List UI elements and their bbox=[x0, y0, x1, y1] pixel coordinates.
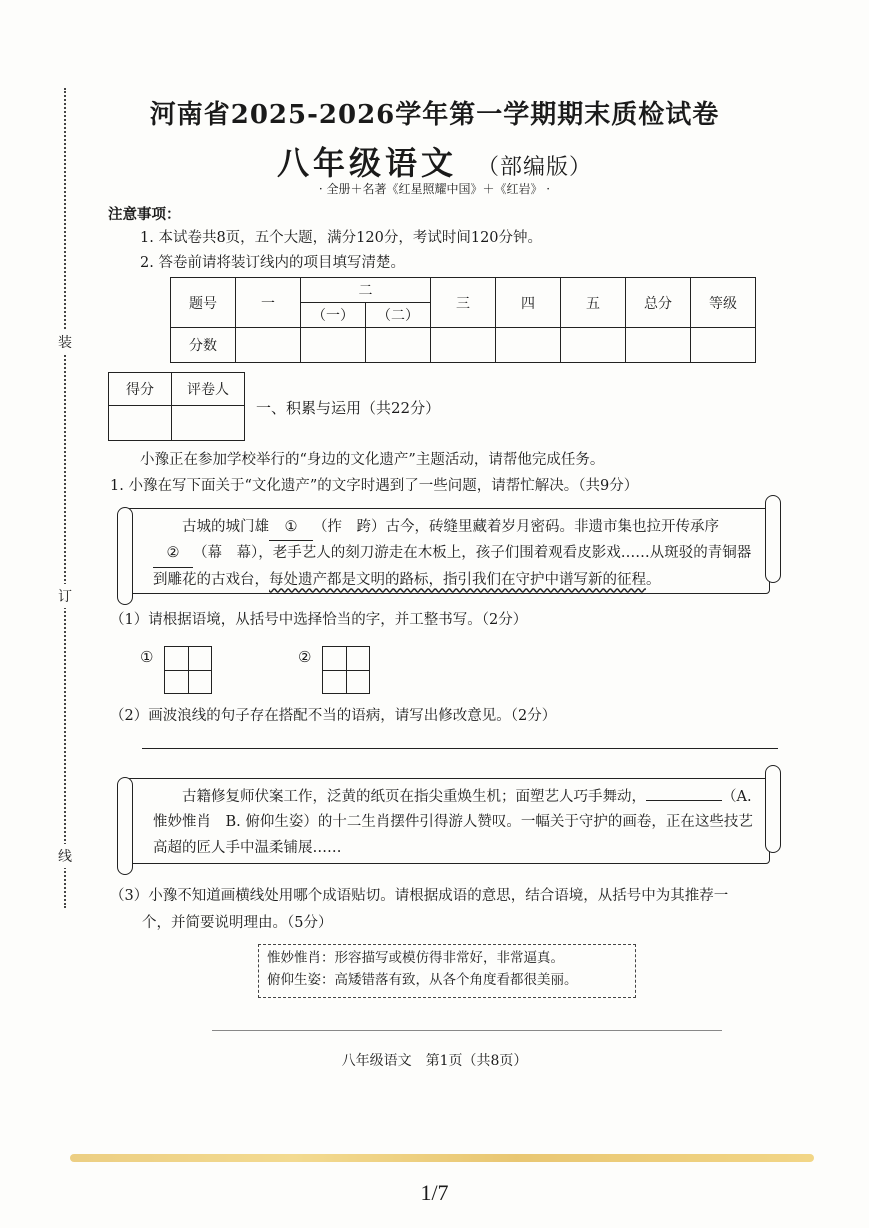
header-q4: 四 bbox=[496, 278, 561, 328]
score-cell[interactable] bbox=[236, 328, 301, 363]
answer-line[interactable] bbox=[142, 748, 778, 749]
score-table bbox=[170, 277, 756, 363]
idiom-definition-1: 惟妙惟肖：形容描写或模仿得非常好，非常逼真。 bbox=[267, 950, 564, 966]
passage2-text-b: （A. 惟妙惟肖 B. 俯仰生姿）的十二生肖摆件引得游人赞叹。一幅关于守护的画卷，正在这些技艺高超的匠人手中温柔铺展…… bbox=[153, 789, 753, 856]
passage1-text-c: ，老手艺人的刻刀游走在木板上，孩子们围着观看皮影戏……从斑驳的青铜器到雕花的古戏台， bbox=[153, 545, 752, 588]
grader-reviewer-label: 评卷人 bbox=[172, 373, 245, 406]
page-number: 1/7 bbox=[420, 1180, 449, 1205]
page-footer: 八年级语文 第1页（共8页） bbox=[341, 1053, 528, 1069]
section1-intro: 小豫正在参加学校举行的“身边的文化遗产”主题活动，请帮他完成任务。 bbox=[140, 452, 605, 468]
passage1-end: 。 bbox=[646, 571, 661, 588]
header-q3: 三 bbox=[431, 278, 496, 328]
header-q2-part2: （二） bbox=[366, 303, 431, 328]
grader-reviewer-cell[interactable] bbox=[172, 406, 245, 441]
header-q2-part1: （一） bbox=[301, 303, 366, 328]
note-1: 1. 本试卷共8页，五个大题，满分120分，考试时间120分钟。 bbox=[140, 230, 543, 246]
question-1-1: （1）请根据语境，从括号中选择恰当的字，并工整书写。（2分） bbox=[110, 612, 528, 628]
edition-label: （部编版） bbox=[477, 155, 593, 180]
question-1-3-line1: （3）小豫不知道画横线处用哪个成语贴切。请根据成语的意思，结合语境，从括号中为其推荐一 bbox=[110, 888, 729, 904]
tianzige-box-1[interactable] bbox=[164, 646, 212, 694]
wavy-sentence: 每处遗产都是文明的路标，指引我们在守护中谱写新的征程 bbox=[269, 571, 646, 588]
subject-name: 八年级语文 bbox=[276, 144, 457, 182]
idiom-blank[interactable] bbox=[646, 800, 722, 801]
header-q5: 五 bbox=[561, 278, 626, 328]
passage2-text-a: 古籍修复师伏案工作，泛黄的纸页在指尖重焕生机；面塑艺人巧手舞动， bbox=[182, 789, 646, 805]
score-cell[interactable] bbox=[691, 328, 756, 363]
binding-label-ding: 订 bbox=[58, 584, 72, 608]
idiom-definition-box bbox=[258, 944, 636, 998]
score-cell[interactable] bbox=[626, 328, 691, 363]
note-2: 2. 答卷前请将装订线内的项目填写清楚。 bbox=[140, 255, 405, 271]
header-grade: 等级 bbox=[691, 278, 756, 328]
grader-score-label: 得分 bbox=[109, 373, 172, 406]
header-total: 总分 bbox=[626, 278, 691, 328]
row-label-score: 分数 bbox=[171, 328, 236, 363]
blank-2[interactable]: ② bbox=[153, 541, 193, 567]
header-q1: 一 bbox=[236, 278, 301, 328]
idiom-definition-2: 俯仰生姿：高矮错落有致，从各个角度看都很美丽。 bbox=[267, 972, 578, 989]
score-cell[interactable] bbox=[496, 328, 561, 363]
score-cell[interactable] bbox=[366, 328, 431, 363]
binding-dotted-line bbox=[64, 88, 66, 908]
binding-label-zhuang: 装 bbox=[58, 330, 72, 354]
passage-scroll-2 bbox=[126, 778, 770, 864]
answer-marker-1: ① bbox=[140, 648, 154, 666]
binding-label-xian: 线 bbox=[58, 844, 72, 868]
header-tihao: 题号 bbox=[171, 278, 236, 328]
footer-divider bbox=[212, 1030, 722, 1031]
passage-scroll-1 bbox=[126, 508, 770, 594]
question-1-2: （2）画波浪线的句子存在搭配不当的语病，请写出修改意见。（2分） bbox=[110, 708, 557, 724]
choice-1: （拃 跨） bbox=[313, 519, 386, 535]
passage-2 bbox=[127, 779, 769, 867]
section1-title: 一、积累与运用（共22分） bbox=[256, 399, 441, 417]
passage-1 bbox=[127, 509, 769, 599]
notes-heading: 注意事项： bbox=[108, 206, 181, 223]
score-cell[interactable] bbox=[301, 328, 366, 363]
tianzige-box-2[interactable] bbox=[322, 646, 370, 694]
blank-1[interactable]: ① bbox=[269, 515, 313, 541]
subject-title bbox=[0, 138, 869, 184]
exam-title: 河南省2025-2026学年第一学期期末质检试卷 bbox=[149, 100, 720, 130]
answer-marker-2: ② bbox=[298, 648, 312, 666]
exam-scope: · 全册＋名著《红星照耀中国》＋《红岩》 · bbox=[318, 182, 551, 196]
score-cell[interactable] bbox=[431, 328, 496, 363]
question-1: 1. 小豫在写下面关于“文化遗产”的文字时遇到了一些问题，请帮忙解决。（共9分） bbox=[110, 478, 639, 494]
grader-table bbox=[108, 372, 245, 441]
passage1-text-a: 古城的城门雄 bbox=[182, 519, 269, 535]
header-q2: 二 bbox=[301, 278, 431, 303]
passage1-text-b: 古今，砖缝里藏着岁月密码。非遗市集也拉开传承序 bbox=[385, 519, 719, 535]
score-cell[interactable] bbox=[561, 328, 626, 363]
scan-tape-strip bbox=[70, 1154, 814, 1162]
choice-2: （幕 幕） bbox=[193, 545, 259, 562]
question-1-3-line2: 个，并简要说明理由。（5分） bbox=[142, 915, 333, 931]
grader-score-cell[interactable] bbox=[109, 406, 172, 441]
